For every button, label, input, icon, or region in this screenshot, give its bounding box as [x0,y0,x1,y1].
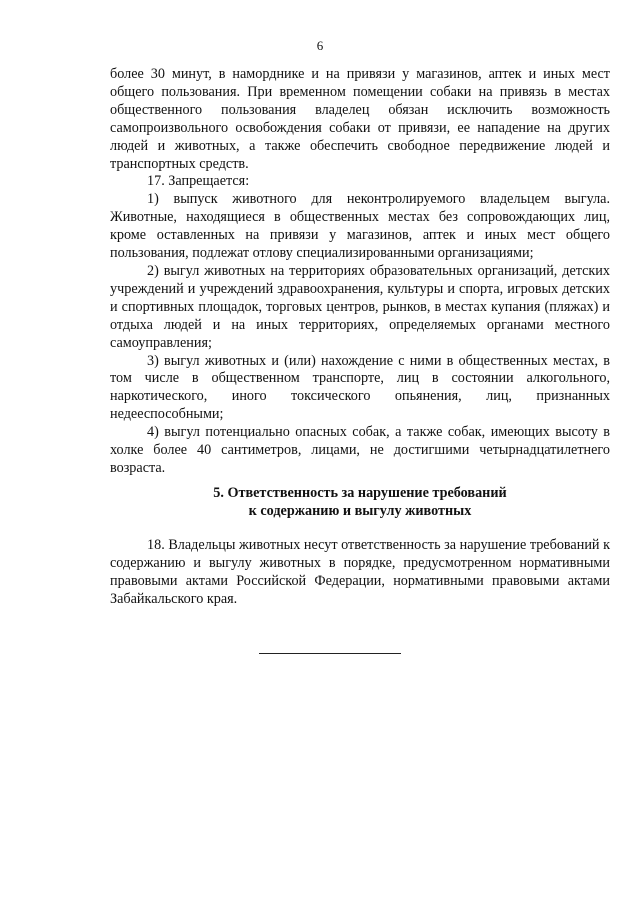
paragraph-subitem-2: 2) выгул животных на территориях образовательных организаций, детских учреждений и учреждений здравоохранения, культуры и спорта, игровых детских и спортивных площадок, торговых центров, рынков, в местах купания (пляжах) и отдыха людей и на иных территориях, определяемых органами местного самоуправления; [110,262,610,351]
paragraph-subitem-3: 3) выгул животных и (или) нахождение с ними в общественных местах, в том числе в общественном транспорте, лиц в состоянии алкогольного, наркотического, иного токсического опьянения, лиц, признанных недееспособными; [110,352,610,423]
paragraph-item-17: 17. Запрещается: [147,173,250,190]
document-body [110,66,610,478]
paragraph-item-18: 18. Владельцы животных несут ответственность за нарушение требований к содержанию и выгулу животных в порядке, предусмотренном нормативными правовыми актами Российской Федерации, нормативными правовыми актами Забайкальского края. [110,537,610,607]
end-divider [259,653,401,654]
paragraph-continuation: более 30 минут, в наморднике и на привязи у магазинов, аптек и иных мест общего пользования. При временном помещении собаки на привязь в местах общественного пользования владелец обязан исключить возможность самопроизвольного освобождения собаки от привязи, ее нападение на других людей и животных, а также обеспечить свободное передвижение людей и транспортных средств. [110,66,610,172]
section-heading-line-1: 5. Ответственность за нарушение требований [213,485,507,501]
paragraph-subitem-4: 4) выгул потенциально опасных собак, а также собак, имеющих высоту в холке более 40 сантиметров, лицами, не достигшими четырнадцатилетнего возраста. [110,424,610,476]
section-heading [110,485,610,521]
page-number: 6 [316,38,324,53]
section-heading-line-2: к содержанию и выгулу животных [248,502,472,519]
paragraph-subitem-1: 1) выпуск животного для неконтролируемого владельцем выгула. Животные, находящиеся в общественных местах без сопровождающих лиц, кроме оставленных на привязи у магазинов, аптек и иных мест общего пользования, подлежат отлову специализированными организациями; [110,191,610,262]
section-body [110,537,610,609]
